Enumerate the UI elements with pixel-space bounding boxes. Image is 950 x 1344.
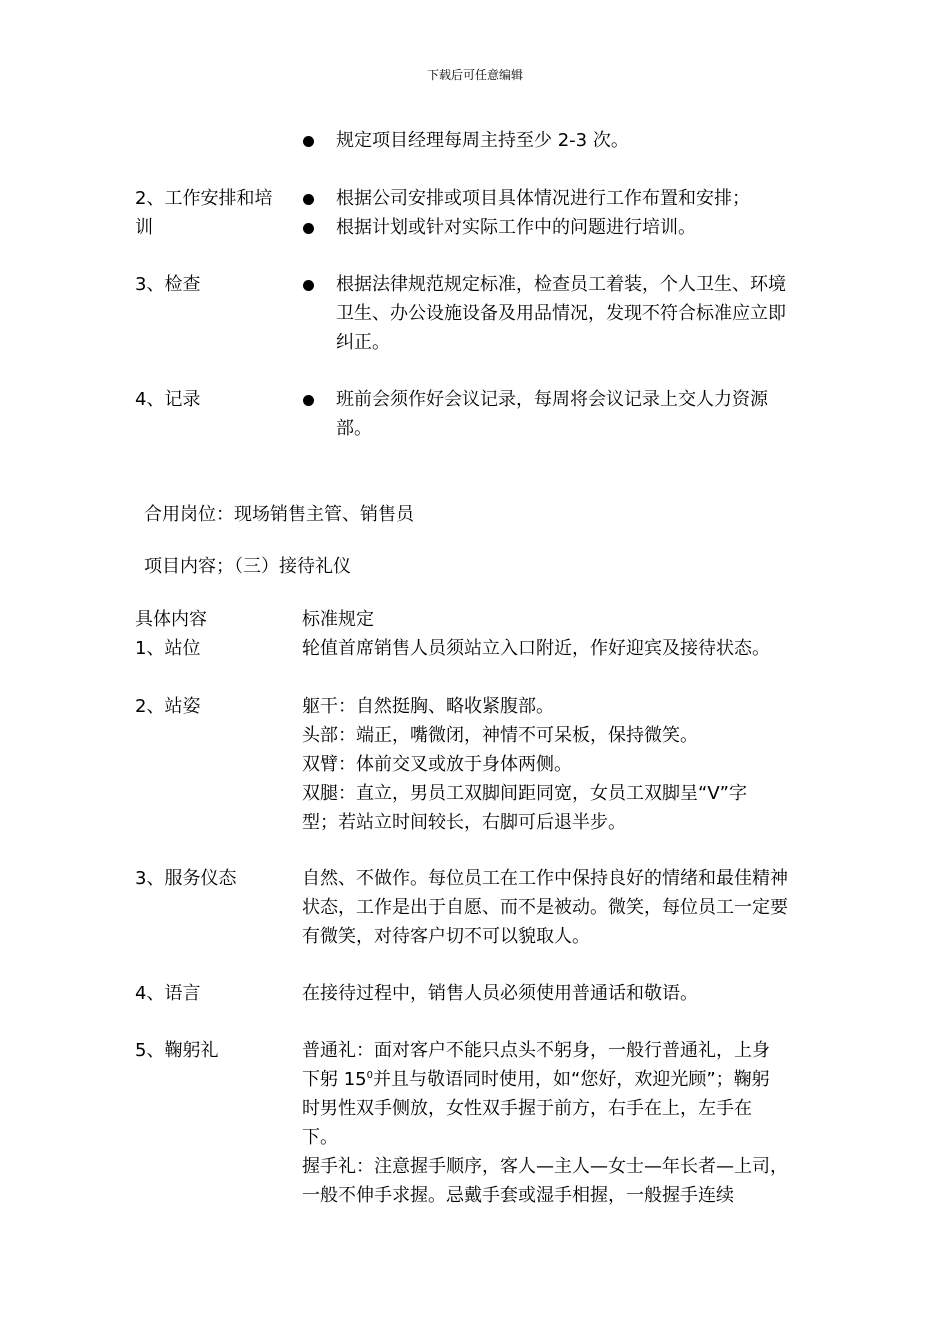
column-header-content: 具体内容 xyxy=(135,609,207,630)
column-header-standard: 标准规定 xyxy=(302,609,374,630)
row-label: 1、站位 xyxy=(135,638,201,659)
bullet-item: 班前会须作好会议记录，每周将会议记录上交人力资源部。 xyxy=(300,385,800,443)
row-label: 2、站姿 xyxy=(135,696,201,717)
row-content: 自然、不做作。每位员工在工作中保持良好的情绪和最佳精神状态，工作是出于自愿、而不是被动。微笑，每位员工一定要有微笑，对待客户切不可以貌取人。 xyxy=(302,868,788,947)
bullet-item: 根据法律规范规定标准，检查员工着装，个人卫生、环境卫生、办公设施设备及用品情况，发现不符合标准应立即纠正。 xyxy=(300,270,800,357)
row-content: 躯干：自然挺胸、略收紧腹部。 头部：端正，嘴微闭，神情不可呆板，保持微笑。 双臂：体前交叉或放于身体两侧。 双腿：直立，男员工双脚间距同宽，女员工双脚呈“V”字型；若站立时间较长，右脚可后退半步。 xyxy=(302,696,747,833)
row-label: 3、检查 xyxy=(135,274,201,295)
bow-description: 普通礼：面对客户不能只点头不躬身，一般行普通礼，上身下躬 $15^0$并且与敬语同时使用，如“您好，欢迎光顾”；鞠躬时男性双手侧放，女性双手握于前方，右手在上，左手在下。 xyxy=(302,1040,770,1148)
bullet-dot-icon xyxy=(303,136,314,147)
row-label: 5、鞠躬礼 xyxy=(135,1040,219,1061)
bullet-list xyxy=(300,385,800,443)
row-content: 在接待过程中，销售人员必须使用普通话和敬语。 xyxy=(302,983,698,1004)
bullet-dot-icon xyxy=(303,194,314,205)
bullet-dot-icon xyxy=(303,280,314,291)
applicable-positions: 合用岗位：现场销售主管、销售员 xyxy=(144,504,414,525)
bullet-item: 规定项目经理每周主持至少 2-3 次。 xyxy=(300,126,800,155)
handshake-description: 握手礼：注意握手顺序，客人—主人—女士—年长者—上司，一般不伸手求握。忌戴手套或湿手相握，一般握手连续 xyxy=(302,1156,788,1206)
page-header: 下载后可任意编辑 xyxy=(426,68,523,82)
project-content-title: 项目内容；（三）接待礼仪 xyxy=(144,556,351,577)
row-content xyxy=(302,1036,788,1210)
row-label: 2、工作安排和培训 xyxy=(135,188,273,238)
row-label: 4、记录 xyxy=(135,389,201,410)
bullet-dot-icon xyxy=(303,223,314,234)
row-content: 轮值首席销售人员须站立入口附近，作好迎宾及接待状态。 xyxy=(302,638,770,659)
bullet-list xyxy=(300,126,800,155)
bullet-list xyxy=(300,184,800,242)
row-label: 3、服务仪态 xyxy=(135,868,237,889)
bullet-item: 根据计划或针对实际工作中的问题进行培训。 xyxy=(300,213,800,242)
row-label: 4、语言 xyxy=(135,983,201,1004)
bullet-item: 根据公司安排或项目具体情况进行工作布置和安排； xyxy=(300,184,800,213)
bullet-dot-icon xyxy=(303,395,314,406)
bullet-list xyxy=(300,270,800,357)
